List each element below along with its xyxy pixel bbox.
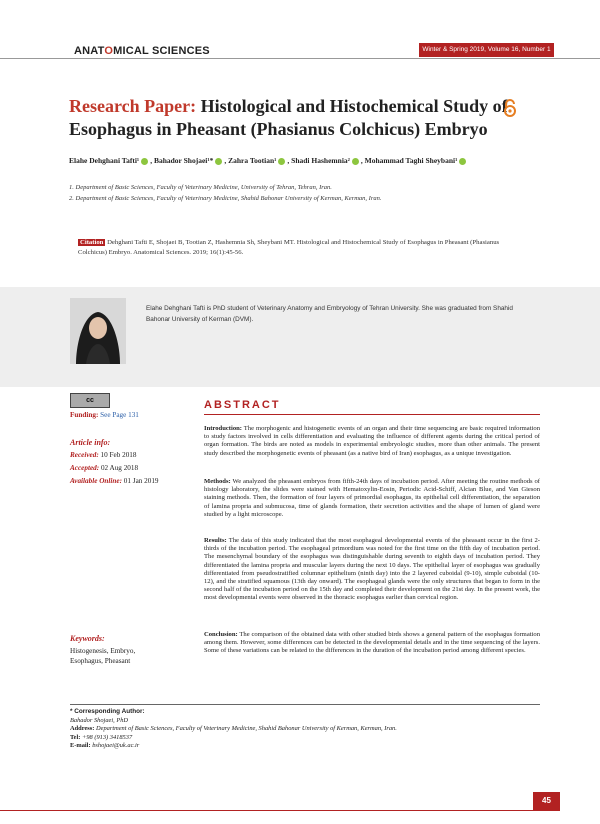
article-info-heading: Article info: <box>70 438 111 447</box>
abstract-results: Results: The data of this study indicated that the most esophageal developmental events of the pheasant occur in the first 2-thirds of the incubation period. The esophageal primordium was noted for the first time on the fifth day of incubation period. The mesenchymal boundary of the esophagus was distinguishable during seventh to eighth days of incubation period. They differentiated the lamina propria and muscular layers during the next 10 days. The epithelial layer of esophagus was gradually differentiated from pseudostratified columnar epithelium (ninth day) into the 2 layered cuboidal (9-10), simple cuboidal (10-12), and the stratified squamous (13th day onward). The esophageal glands were the only structures that began to form in the second half of the incubation period on the 15th day and completed their development on the 21st day. In the present work, the most developmental events were observed in the thoracic esophagus earlier than cervical region. <box>204 537 541 602</box>
abstract-divider <box>204 414 540 415</box>
funding-label: Funding: <box>70 411 99 419</box>
citation-text: Dehghani Tafti E, Shojaei B, Tootian Z, Hashemnia Sh, Sheybani MT. Histological and Histochemical Study of Esophagus in Pheasant (Phasianus Colchicus) Embryo. Anatomical Sciences. 2019; 16(1):45-56. <box>78 239 500 256</box>
affiliation: 2. Department of Basic Sciences, Faculty of Veterinary Medicine, Shahid Bahonar University of Kerman, Kerman, Iran. <box>69 195 382 202</box>
cc-icon: cc <box>86 397 94 404</box>
orcid-icon[interactable] <box>352 158 359 165</box>
affiliation: 1. Department of Basic Sciences, Faculty of Veterinary Medicine, University of Tehran, Tehran, Iran. <box>69 184 332 191</box>
author-name[interactable]: Mohammad Taghi Sheybani¹ <box>364 156 458 165</box>
corresponding-author: * Corresponding Author: Bahador Shojaei, PhD Address: Department of Basic Sciences, Faculty of Veterinary Medicine, Shahid Bahonar University of Kerman, Kerman, Iran. Tel: +98 (913) 3418537 E-mail: bshojaei@uk.ac.ir <box>70 708 397 750</box>
page-number: 45 <box>533 792 560 810</box>
author-name[interactable]: Shadi Hashemnia² <box>291 156 350 165</box>
cc-license-badge[interactable] <box>70 393 110 408</box>
orcid-icon[interactable] <box>459 158 466 165</box>
online-date: Available Online: 01 Jan 2019 <box>70 477 159 485</box>
funding <box>70 411 139 419</box>
keywords-heading: Keywords: <box>70 634 105 643</box>
author-list: Elahe Dehghani Tafti¹ , Bahador Shojaei¹* , Zahra Tootian¹ , Shadi Hashemnia² , Mohammad Taghi Sheybani¹ <box>69 156 539 165</box>
author-name[interactable]: Bahador Shojaei¹* <box>153 156 214 165</box>
citation-label: Citation <box>80 239 104 246</box>
author-name[interactable]: Elahe Dehghani Tafti¹ <box>69 156 140 165</box>
paper-type: Research Paper: <box>69 96 197 116</box>
author-name[interactable]: Zahra Tootian¹ <box>228 156 277 165</box>
title-text: Histological and Histochemical Study of Esophagus in Pheasant (Phasianus Colchicus) Embryo <box>69 96 508 139</box>
issue-info: Winter & Spring 2019, Volume 16, Number 1 <box>419 43 554 57</box>
orcid-icon[interactable] <box>215 158 222 165</box>
abstract-methods: Methods: We analyzed the pheasant embryos from fifth-24th days of incubation period. After meeting the routine methods of histology laboratory, the slides were stained with Hematoxylin-Eosin, Periodic Acid-Schiff, Alcian Blue, and Van Gieson staining methods. Then, the formation of four layers of primordial esophagus, its epithelial cell differentiation, the separation of lamina propria and submucosa, time of glands formation, their secretion activities and the shape of lumen of gland were studied by a light microscope. <box>204 478 541 518</box>
keywords-list: Histogenesis, Embryo, Esophagus, Pheasant <box>70 647 136 665</box>
footer-divider <box>70 704 540 705</box>
journal-logo: ANATOMICAL SCIENCES <box>74 45 210 57</box>
email-link[interactable]: bshojaei@uk.ac.ir <box>92 742 140 750</box>
open-access-icon[interactable] <box>503 99 517 117</box>
abstract-introduction: Introduction: The morphogenic and histogenetic events of an organ and their time sequencing are basic required information to study factors involved in cells differentiation and evaluating the influence of different agents during the critical period of organ formation. The birds are noted as models in experimental embryologic studies, more than other animals. The present study described the morphogenetic events of pheasant (as a native bird of Iran) esophagus, as a unique investigation. <box>204 425 540 457</box>
author-portrait-image <box>70 298 126 364</box>
header-divider <box>0 58 600 59</box>
bottom-divider <box>0 810 560 811</box>
paper-title <box>69 95 509 141</box>
author-photo <box>70 298 126 364</box>
citation-block <box>78 238 528 258</box>
funding-link[interactable]: See Page 131 <box>100 411 139 419</box>
author-bio: Elahe Dehghani Tafti is PhD student of Veterinary Anatomy and Embryology of Tehran University. She was graduated from Shahid Bahonar University of Kerman (DVM). <box>146 305 513 323</box>
received-date: Received: 10 Feb 2018 <box>70 451 137 459</box>
abstract-conclusion: Conclusion: The comparison of the obtained data with other studied birds shows a general pattern of the esophagus formation among them. However, some differences can be detected in the developmental details and in the time sequencing of the layers. Some of these variations can be related to the differences in the duration of the incubation period among different species. <box>204 631 540 655</box>
orcid-icon[interactable] <box>141 158 148 165</box>
abstract-heading: ABSTRACT <box>204 399 281 411</box>
orcid-icon[interactable] <box>278 158 285 165</box>
accepted-date: Accepted: 02 Aug 2018 <box>70 464 139 472</box>
